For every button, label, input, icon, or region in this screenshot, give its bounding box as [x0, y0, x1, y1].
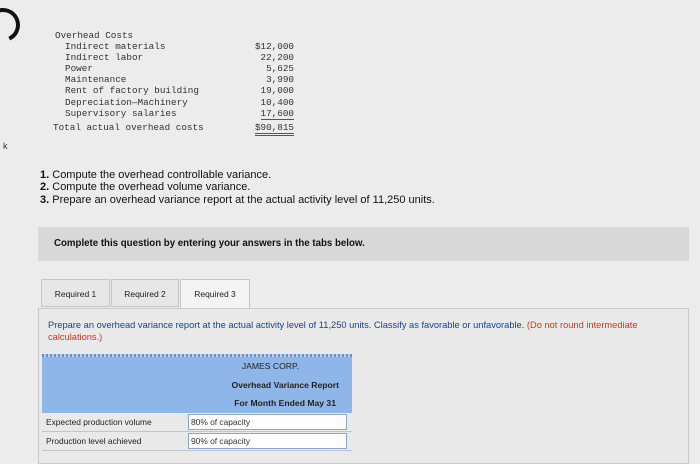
cost-row: [50, 74, 300, 85]
tab-required-2[interactable]: Required 2: [111, 279, 179, 307]
costs-total-amount: $90,815: [255, 122, 294, 136]
instruction-item: [40, 194, 435, 206]
cost-row: [50, 108, 300, 119]
instruction-text: Prepare an overhead variance report at the actual activity level of 11,250 units.: [52, 193, 435, 206]
instruction-text: Compute the overhead controllable variance.: [52, 169, 272, 181]
cost-row: [50, 63, 300, 74]
report-row-label: Production level achieved: [46, 435, 142, 446]
cost-amount: 22,200: [260, 52, 294, 64]
costs-total-row: [50, 122, 300, 133]
production-level-input[interactable]: 90% of capacity: [188, 433, 347, 449]
cost-label: Indirect labor: [65, 52, 144, 64]
instruction-banner: [38, 227, 689, 261]
instruction-number: 3.: [40, 193, 50, 206]
cost-row: [50, 52, 300, 63]
cost-label: Rent of factory building: [65, 85, 199, 97]
instruction-item: [40, 169, 435, 181]
cost-label: Supervisory salaries: [65, 107, 177, 119]
instructions-list: [40, 169, 435, 206]
cost-amount: $12,000: [254, 41, 294, 53]
report-company: JAMES CORP.: [241, 361, 299, 371]
instruction-item: [40, 181, 435, 193]
cost-label: Depreciation—Machinery: [65, 96, 188, 108]
report-row-label: Expected production volume: [46, 416, 152, 427]
tab-required-3[interactable]: Required 3: [180, 279, 250, 309]
cost-amount: 17,600: [260, 107, 294, 119]
cost-row: [50, 85, 300, 96]
report-title: Overhead Variance Report: [231, 379, 339, 390]
cost-row: [50, 41, 300, 52]
cost-amount: 5,625: [266, 63, 294, 75]
partial-logo-arc: [0, 3, 25, 47]
variance-report: [42, 354, 352, 451]
instruction-number: 2.: [40, 181, 50, 194]
cost-amount: 10,400: [260, 96, 294, 108]
costs-title: Overhead Costs: [55, 30, 134, 41]
question-prompt: [48, 320, 678, 343]
cost-label: Indirect materials: [65, 41, 166, 53]
cost-label: Power: [65, 63, 93, 75]
report-header: [42, 357, 352, 413]
prompt-text: Prepare an overhead variance report at the actual activity level of 11,250 units. Classify as favorable or unfavorable.: [48, 320, 525, 330]
instruction-text: Compute the overhead volume variance.: [52, 181, 251, 194]
report-row: [42, 432, 352, 451]
costs-title-row: [50, 30, 300, 41]
prompt-note: (Do not round intermediate calculations.): [48, 320, 638, 342]
tab-panel-required-3: [38, 308, 689, 464]
cost-amount: 3,990: [266, 74, 294, 86]
expected-volume-input[interactable]: 80% of capacity: [188, 414, 347, 430]
report-period: For Month Ended May 31: [234, 398, 336, 408]
costs-total-label: Total actual overhead costs: [53, 121, 204, 133]
cost-row: [50, 97, 300, 108]
report-row: [42, 413, 352, 432]
side-margin-mark: k: [3, 141, 8, 151]
cost-label: Maintenance: [65, 74, 127, 86]
cost-amount: 19,000: [260, 85, 294, 97]
overhead-costs-table: [50, 30, 300, 133]
tab-required-1[interactable]: Required 1: [41, 279, 110, 307]
instruction-number: 1.: [40, 169, 50, 181]
banner-text: Complete this question by entering your answers in the tabs below.: [54, 238, 365, 249]
